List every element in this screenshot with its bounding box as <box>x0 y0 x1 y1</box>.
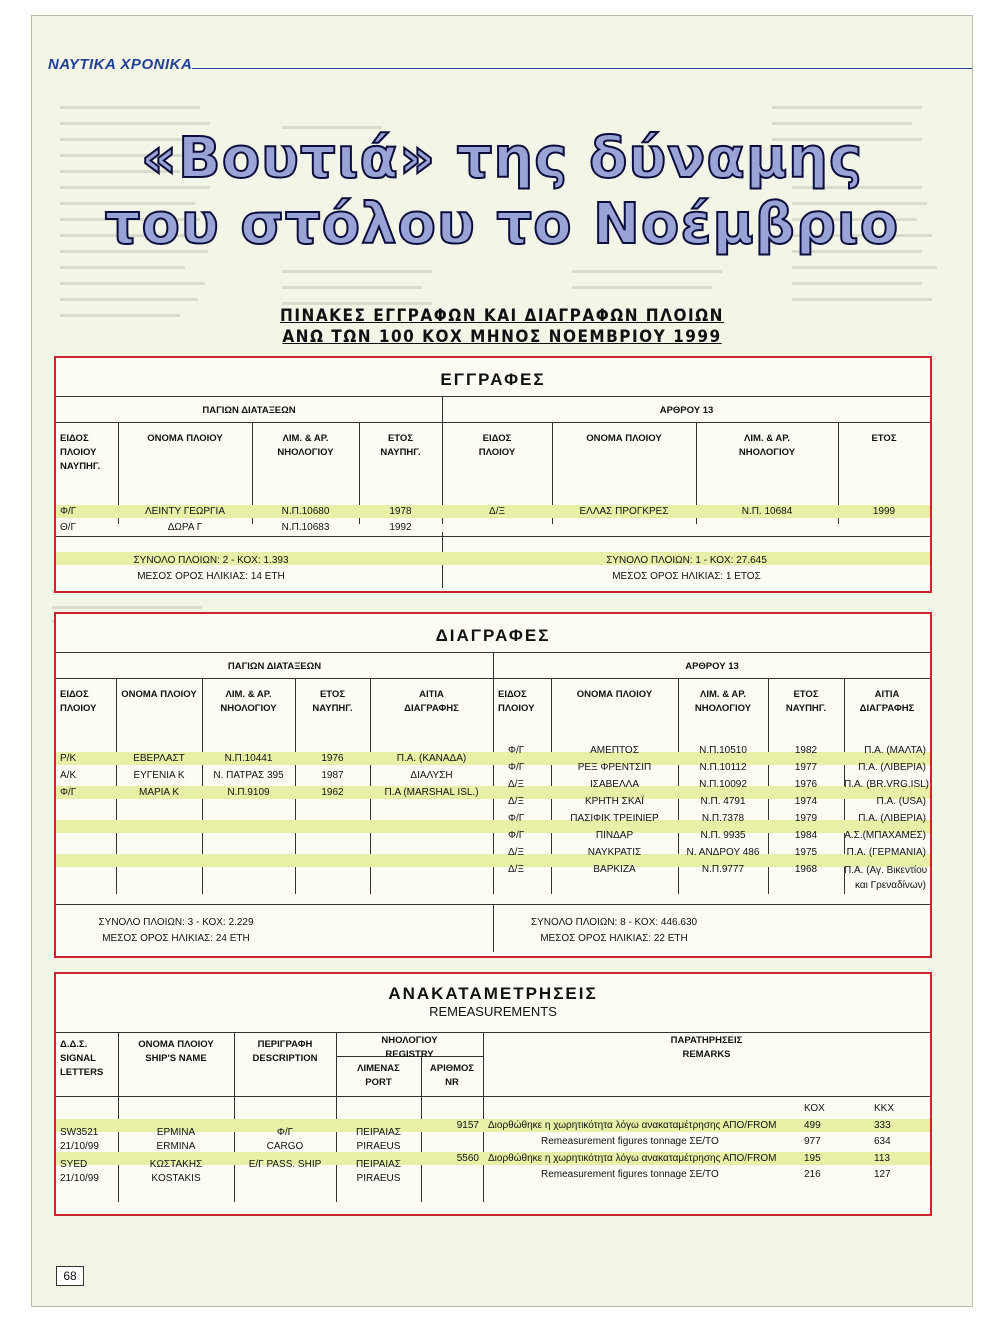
cell: ΕΛΛΑΣ ΠΡΟΓΚΡΕΣ <box>579 506 669 517</box>
divider <box>56 1032 930 1033</box>
cell: Π.Α. (ΓΕΡΜΑΝΙΑ) <box>846 847 926 858</box>
total-ships-right: ΣΥΝΟΛΟ ΠΛΟΙΩΝ: 1 - ΚΟΧ: 27.645 <box>606 555 767 566</box>
col-header: ΕΤΟΣ ΝΑΥΠΗΓ. <box>380 433 421 458</box>
cell: Δ/Ξ <box>508 779 524 790</box>
total-ships-right: ΣΥΝΟΛΟ ΠΛΟΙΩΝ: 8 - ΚΟΧ: 446.630 <box>530 917 698 928</box>
cell: Φ/Γ <box>508 813 525 824</box>
col-header: ΑΙΤΙΑ ΔΙΑΓΡΑΦΗΣ <box>404 689 459 714</box>
cell: Π.Α. (Αγ. Βικεντίου και Γρεναδίνων) <box>844 865 928 891</box>
cell: 1975 <box>794 847 818 858</box>
col-header: ΕΤΟΣ <box>871 433 897 444</box>
cell: Ν.Π.10510 <box>699 745 747 756</box>
magazine-page <box>31 15 973 1307</box>
col-header: ΕΙΔΟΣ ΠΛΟΙΟΥ <box>60 689 97 714</box>
cell: ΔΩΡΑ Γ <box>167 522 203 533</box>
cell: SW3521 21/10/99 <box>60 1127 99 1152</box>
cell: ΛΕΙΝΤΥ ΓΕΩΡΓΙΑ <box>144 506 225 517</box>
deletions-title: ΔΙΑΓΡΑΦΕΣ <box>435 626 551 645</box>
cell: Ν.Π.9109 <box>227 787 270 798</box>
cell: Π.Α (MARSHAL ISL.) <box>384 787 479 798</box>
col-header-description: ΠΕΡΙΓΡΑΦΗ DESCRIPTION <box>252 1039 318 1064</box>
cell: 1999 <box>872 506 896 517</box>
cell: Ν.Π. 9935 <box>700 830 746 841</box>
col-header: ΕΤΟΣ ΝΑΥΠΗΓ. <box>785 689 827 714</box>
total-ships-left: ΣΥΝΟΛΟ ΠΛΟΙΩΝ: 2 - ΚΟΧ: 1.393 <box>133 555 289 566</box>
cell: 634 <box>874 1136 891 1147</box>
cell: 1984 <box>794 830 818 841</box>
avg-age-right: ΜΕΣΟΣ ΟΡΟΣ ΗΛΙΚΙΑΣ: 1 ΕΤΟΣ <box>612 571 761 582</box>
cell: ΜΑΡΙΑ Κ <box>138 787 179 798</box>
cell: Δ/Ξ <box>508 864 524 875</box>
cell: Π.Α. (USA) <box>876 796 926 807</box>
cell: 1978 <box>389 506 412 517</box>
col-header-kox: ΚΟΧ <box>804 1103 825 1114</box>
cell: Ν. ΠΑΤΡΑΣ 395 <box>213 770 284 781</box>
col-header-kkx: ΚΚΧ <box>874 1103 895 1114</box>
cell: Διορθώθηκε η χωρητικότητα λόγω ανακαταμέτρησης ΑΠΟ/FROM <box>488 1120 777 1131</box>
cell: 1968 <box>794 864 818 875</box>
cell: 1962 <box>321 787 344 798</box>
cell: Φ/Γ <box>508 830 525 841</box>
avg-age-left: ΜΕΣΟΣ ΟΡΟΣ ΗΛΙΚΙΑΣ: 14 ΕΤΗ <box>137 571 285 582</box>
cell: Π.Α. (ΚΑΝΑΔΑ) <box>396 753 467 764</box>
cell: ΕΡΜΙΝΑ ERMINA <box>156 1127 196 1152</box>
cell: 216 <box>804 1169 821 1180</box>
cell: 195 <box>804 1153 821 1164</box>
cell: ΠΕΙΡΑΙΑΣ PIRAEUS <box>356 1159 401 1184</box>
registrations-title: ΕΓΓΡΑΦΕΣ <box>440 370 546 389</box>
col-header: ΛΙΜ. & ΑΡ. ΝΗΟΛΟΓΙΟΥ <box>694 689 752 714</box>
cell: Φ/Γ <box>508 762 525 773</box>
cell: Ν.Π.10683 <box>281 522 330 533</box>
col-header: ΛΙΜ. & ΑΡ. ΝΗΟΛΟΓΙΟΥ <box>220 689 277 714</box>
total-ships-left: ΣΥΝΟΛΟ ΠΛΟΙΩΝ: 3 - ΚΟΧ: 2.229 <box>98 917 254 928</box>
cell: ΔΙΑΛΥΣΗ <box>410 770 453 781</box>
cell: 333 <box>874 1120 891 1131</box>
cell: 1976 <box>794 779 818 790</box>
cell: Ν.Π.7378 <box>701 813 745 824</box>
group-header-right: ΑΡΘΡΟΥ 13 <box>659 405 714 416</box>
cell: Π.Α. (BR.VRG.ISL) <box>844 779 930 790</box>
col-header: ΛΙΜ. & ΑΡ. ΝΗΟΛΟΓΙΟΥ <box>738 433 796 458</box>
cell: 977 <box>804 1136 821 1147</box>
col-header-registry: ΝΗΟΛΟΓΙΟΥ REGISTRY <box>381 1035 438 1060</box>
cell: 1976 <box>321 753 344 764</box>
page-number: 68 <box>56 1266 84 1286</box>
col-header: ΕΙΔΟΣ ΠΛΟΙΟΥ <box>478 433 516 458</box>
cell: Ν.Π.9777 <box>701 864 745 875</box>
cell: Remeasurement figures tonnage ΣΕ/TO <box>541 1136 719 1147</box>
cell: ΠΕΙΡΑΙΑΣ PIRAEUS <box>356 1127 401 1152</box>
cell: SYED 21/10/99 <box>60 1159 99 1184</box>
headline-line-1: «Βουτιά» της δύναμης <box>140 126 864 191</box>
cell: Δ/Ξ <box>508 796 524 807</box>
cell: Ν.Π.10112 <box>699 762 747 773</box>
cell: 127 <box>874 1169 891 1180</box>
cell: ΙΣΑΒΕΛΛΑ <box>590 779 639 790</box>
cell: 1979 <box>794 813 818 824</box>
cell: Ν. ΑΝΔΡΟΥ 486 <box>686 847 760 858</box>
divider <box>56 396 930 397</box>
col-header: ΟΝΟΜΑ ΠΛΟΙΟΥ <box>576 689 653 700</box>
cell: 1992 <box>389 522 412 533</box>
cell: 1982 <box>794 745 818 756</box>
cell: 1974 <box>794 796 818 807</box>
col-header-dds: Δ.Δ.Σ. SIGNAL LETTERS <box>60 1039 104 1078</box>
cell: Π.Α. (ΜΑΛΤΑ) <box>864 745 926 756</box>
cell: Θ/Γ <box>60 522 77 533</box>
cell: ΕΒΕΡΛΑΣΤ <box>133 753 185 764</box>
subtitle-line-2: ΑΝΩ ΤΩΝ 100 ΚΟΧ ΜΗΝΟΣ ΝΟΕΜΒΡΙΟΥ 1999 <box>282 327 722 347</box>
magazine-name: ΝΑΥΤΙΚΑ ΧΡΟΝΙΚΑ <box>48 56 193 73</box>
divider <box>56 1096 930 1097</box>
divider <box>56 536 930 537</box>
cell: Δ/Ξ <box>489 506 505 517</box>
col-header: ΟΝΟΜΑ ΠΛΟΙΟΥ <box>147 433 223 444</box>
col-header-nr: ΑΡΙΘΜΟΣ NR <box>429 1063 475 1088</box>
cell: Α.Σ.(ΜΠΑΧΑΜΕΣ) <box>844 830 926 841</box>
cell: 1977 <box>794 762 818 773</box>
cell: ΠΑΣΙΦΙΚ ΤΡΕΙΝΙΕΡ <box>570 813 659 824</box>
cell: 9157 <box>456 1120 479 1131</box>
divider <box>56 422 930 423</box>
cell: ΚΡΗΤΗ ΣΚΑΪ <box>585 796 644 807</box>
col-header-name: ΟΝΟΜΑ ΠΛΟΙΟΥ SHIP'S NAME <box>138 1039 214 1064</box>
col-header-remarks: ΠΑΡΑΤΗΡΗΣΕΙΣ REMARKS <box>670 1035 743 1060</box>
cell: Ν.Π.10092 <box>699 779 747 790</box>
cell: Α/Κ <box>60 770 77 781</box>
cell: Π.Α. (ΛΙΒΕΡΙΑ) <box>858 762 926 773</box>
cell: Φ/Γ <box>60 506 77 517</box>
cell: ΕΥΓΕΝΙΑ Κ <box>133 770 185 781</box>
col-header: ΕΙΔΟΣ ΠΛΟΙΟΥ <box>498 689 535 714</box>
registrations-panel <box>54 356 932 593</box>
cell: Remeasurement figures tonnage ΣΕ/TO <box>541 1169 719 1180</box>
cell: Ρ/Κ <box>60 753 77 764</box>
headline-line-2: του στόλου το Νοέμβριο <box>104 192 900 257</box>
cell: Φ/Γ CARGO <box>266 1127 304 1152</box>
header-rule <box>192 68 973 69</box>
cell: Φ/Γ <box>508 745 525 756</box>
cell: Π.Α. (ΛΙΒΕΡΙΑ) <box>858 813 926 824</box>
remeasurements-title: ΑΝΑΚΑΤΑΜΕΤΡΗΣΕΙΣ <box>388 984 598 1003</box>
cell: Δ/Ξ <box>508 847 524 858</box>
avg-age-right: ΜΕΣΟΣ ΟΡΟΣ ΗΛΙΚΙΑΣ: 22 ΕΤΗ <box>540 933 688 944</box>
col-header: ΟΝΟΜΑ ΠΛΟΙΟΥ <box>121 689 197 700</box>
cell: Ν.Π.10441 <box>224 753 273 764</box>
avg-age-left: ΜΕΣΟΣ ΟΡΟΣ ΗΛΙΚΙΑΣ: 24 ΕΤΗ <box>102 933 250 944</box>
cell: 1987 <box>321 770 344 781</box>
cell: ΚΩΣΤΑΚΗΣ KOSTAKIS <box>149 1159 203 1184</box>
deletions-panel <box>54 612 932 958</box>
col-header-port: ΛΙΜΕΝΑΣ PORT <box>357 1063 400 1088</box>
cell: ΒΑΡΚΙΖΑ <box>593 864 636 875</box>
col-header: ΕΤΟΣ ΝΑΥΠΗΓ. <box>312 689 353 714</box>
cell: 499 <box>804 1120 821 1131</box>
group-header-left: ΠΑΓΙΩΝ ΔΙΑΤΑΞΕΩΝ <box>202 405 296 416</box>
cell: Ν.Π. 10684 <box>741 506 793 517</box>
divider <box>56 678 930 679</box>
cell: 5560 <box>456 1153 479 1164</box>
col-header: ΕΙΔΟΣ ΠΛΟΙΟΥ ΝΑΥΠΗΓ. <box>60 433 101 472</box>
divider <box>56 904 930 905</box>
remeasurements-title-en: REMEASUREMENTS <box>429 1004 557 1019</box>
cell: Διορθώθηκε η χωρητικότητα λόγω ανακαταμέτρησης ΑΠΟ/FROM <box>488 1153 777 1164</box>
col-header: ΛΙΜ. & ΑΡ. ΝΗΟΛΟΓΙΟΥ <box>277 433 334 458</box>
cell: ΠΙΝΔΑΡ <box>595 830 634 841</box>
cell: ΡΕΞ ΦΡΕΝΤΣΙΠ <box>577 762 652 773</box>
cell: ΝΑΥΚΡΑΤΙΣ <box>587 847 642 858</box>
subtitle-line-1: ΠΙΝΑΚΕΣ ΕΓΓΡΑΦΩΝ ΚΑΙ ΔΙΑΓΡΑΦΩΝ ΠΛΟΙΩΝ <box>280 306 724 326</box>
cell: Ε/Γ PASS. SHIP <box>248 1159 322 1170</box>
group-header-right: ΑΡΘΡΟΥ 13 <box>685 661 739 672</box>
col-header: ΑΙΤΙΑ ΔΙΑΓΡΑΦΗΣ <box>859 689 915 714</box>
cell: Ν.Π.10680 <box>281 506 330 517</box>
col-header: ΟΝΟΜΑ ΠΛΟΙΟΥ <box>586 433 662 444</box>
group-header-left: ΠΑΓΙΩΝ ΔΙΑΤΑΞΕΩΝ <box>227 661 322 672</box>
cell: Ν.Π. 4791 <box>700 796 746 807</box>
cell: Φ/Γ <box>60 787 77 798</box>
cell: 113 <box>874 1153 890 1164</box>
cell: ΑΜΕΠΤΟΣ <box>590 745 639 756</box>
remeasurements-panel <box>54 972 932 1216</box>
